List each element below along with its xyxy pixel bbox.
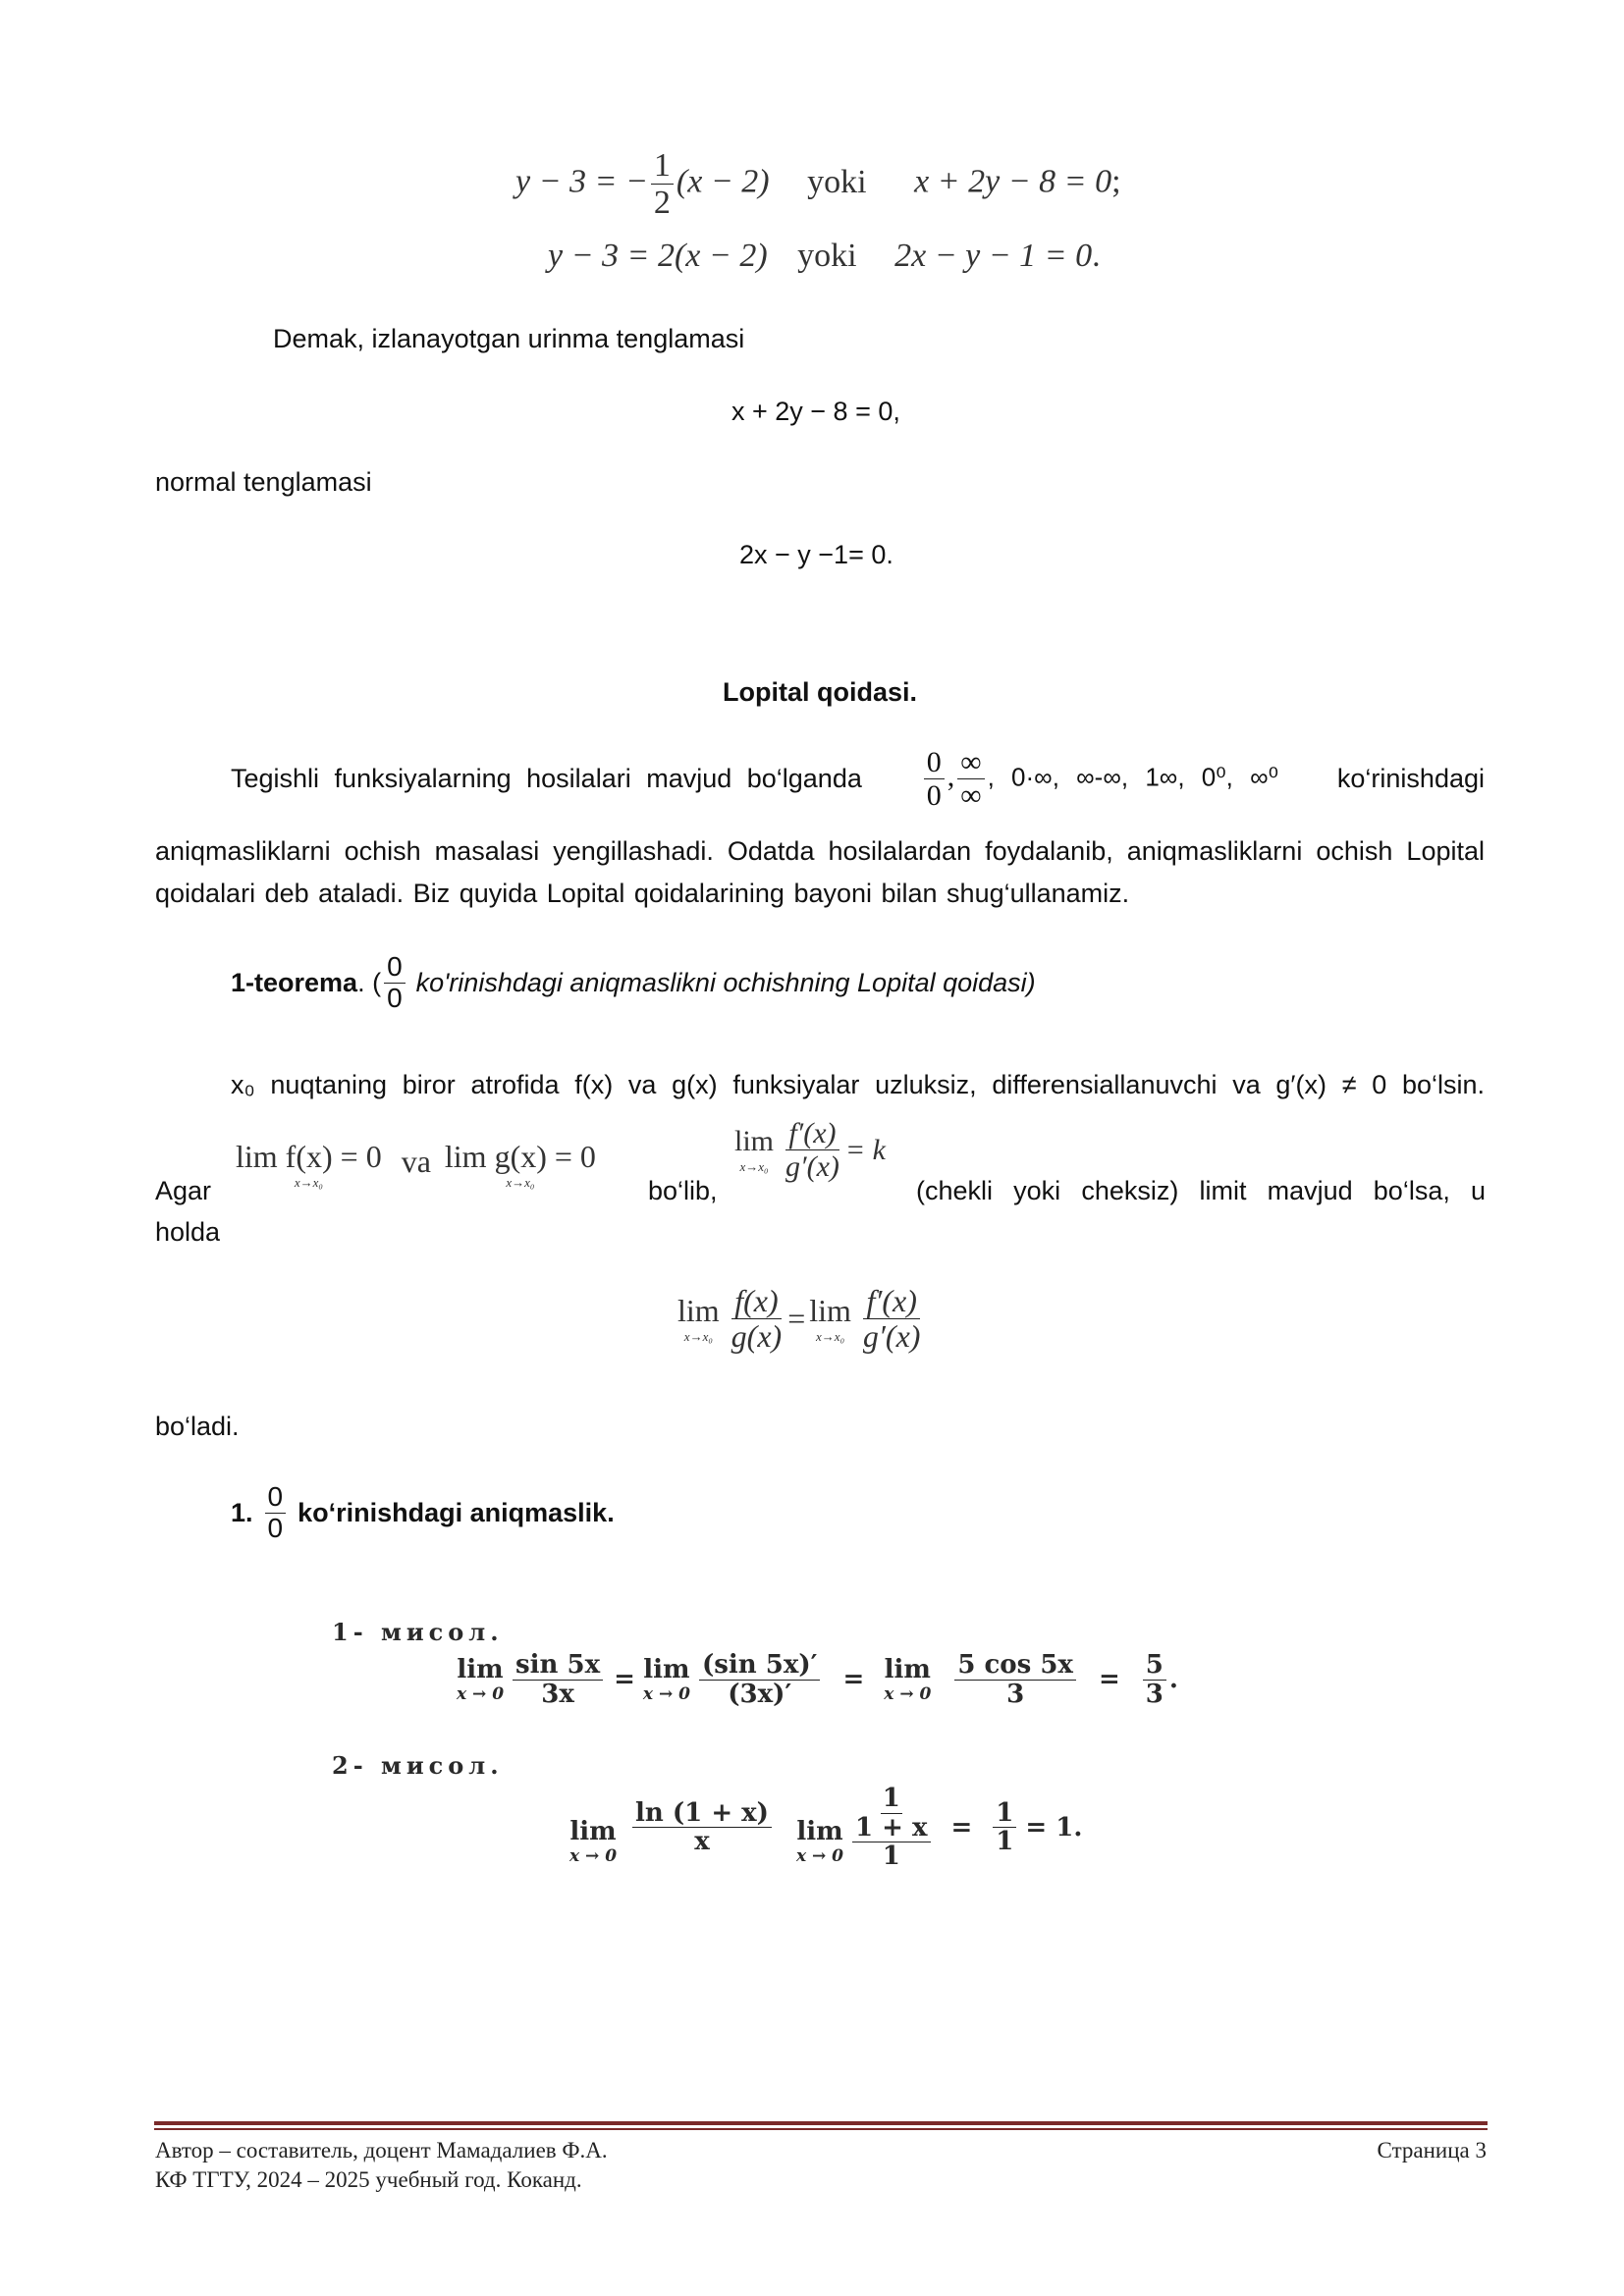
equation-normal: 2x − y −1= 0. xyxy=(739,540,893,569)
text-demak: Demak, izlanayotgan urinma tenglamasi xyxy=(273,324,745,353)
intro-forms: $\frac{0}{0}$ , $\frac{\infty}{\infty}$ , 0·∞, ∞-∞, 1∞, 0⁰, ∞⁰ xyxy=(921,746,1278,812)
footer-author: Автор – составитель, доцент Мамадалиев Ф.А. xyxy=(155,2138,608,2163)
text-normal-equation: normal tenglamasi xyxy=(155,467,372,497)
equation-tangent: x + 2y − 8 = 0, xyxy=(731,397,900,426)
bolib-word: bo‘lib, xyxy=(648,1176,718,1205)
example1-equation: lim x → 0 $\frac{\sin 5x}{3x}$ = lim x → 0 $\frac{(\sin 5x)'}{(3x)'}$ = lim x → 0 $\frac{5 \cos 5x}{3}$ = $\frac{5}{3}$ . xyxy=(457,1650,1178,1709)
holda-word: holda xyxy=(155,1217,221,1247)
theorem-title-line: 1-teorema . ( $\frac{0}{0}$ ko'rinishdagi aniqmaslikni ochishning Lopital qoidasi) xyxy=(231,951,1036,1013)
intro-first-line: Tegishli funksiyalarning hosilalari mavjud bo‘lganda $\frac{0}{0}$ , $\frac{\infty}{\infty}$ , 0·∞, ∞-∞, 1∞, 0⁰, ∞⁰ ko‘rinishdagi xyxy=(231,746,1485,812)
boladi-word: bo‘ladi. xyxy=(155,1412,240,1441)
equation-normal-alt: y − 3 = 2(x − 2) yoki 2x − y − 1 = 0. xyxy=(548,238,1101,274)
footer-rule-thick xyxy=(154,2121,1488,2125)
example2-label: 2- мисол. xyxy=(332,1751,504,1780)
lim-derivative-ratio: lim x→x₀ $\frac{f'(x)}{g'(x)}$ = k xyxy=(734,1117,886,1183)
equation-tangent-alt: y − 3 = − $\frac{1}{2}$ (x − 2) yoki x + 2y − 8 = 0; xyxy=(515,147,1121,222)
section-heading: Lopital qoidasi. xyxy=(723,677,918,707)
agar-word: Agar xyxy=(155,1176,212,1205)
agar-tail: (chekli yoki cheksiz) limit mavjud bo‘lsa, u xyxy=(916,1176,1486,1205)
footer-org: КФ ТГТУ, 2024 – 2025 учебный год. Коканд. xyxy=(155,2167,582,2192)
footer-page-number: Страница 3 xyxy=(1377,2138,1487,2163)
fraction-one-half: $\frac{1}{2}$ xyxy=(651,147,674,222)
subsection-heading: 1. $\frac{0}{0}$ ko‘rinishdagi aniqmaslik. xyxy=(231,1481,615,1543)
example1-label: 1- мисол. xyxy=(332,1618,504,1646)
example2-equation: lim x → 0 $\frac{\ln (1 + x)}{x}$ lim x → 0 1 1 + x 1 = $\frac{1}{1}$ = 1. xyxy=(569,1784,1083,1872)
lhospital-main-equation: lim x→x₀ $\frac{f(x)}{g(x)}$ = lim x→x₀ $\frac{f'(x)}{g'(x)}$ xyxy=(677,1283,921,1355)
footer-rule-thin xyxy=(154,2128,1488,2130)
lim-f-zero: lim f(x) = 0 x→x₀ va lim g(x) = 0 x→x₀ xyxy=(236,1139,596,1190)
condition-line: x₀ nuqtaning biror atrofida f(x) va g(x) funksiyalar uzluksiz, differensiallanuvchi va g′(x) ≠ 0 bo‘lsin. xyxy=(231,1070,1485,1099)
intro-rest: aniqmasliklarni ochish masalasi yengillashadi. Odatda hosilalardan foydalanib, aniqmasliklarni ochish Lopital qoidalari deb ataladi. Biz quyida Lopital qoidalarining bayoni bilan shug‘ullanamiz. xyxy=(155,836,1485,908)
